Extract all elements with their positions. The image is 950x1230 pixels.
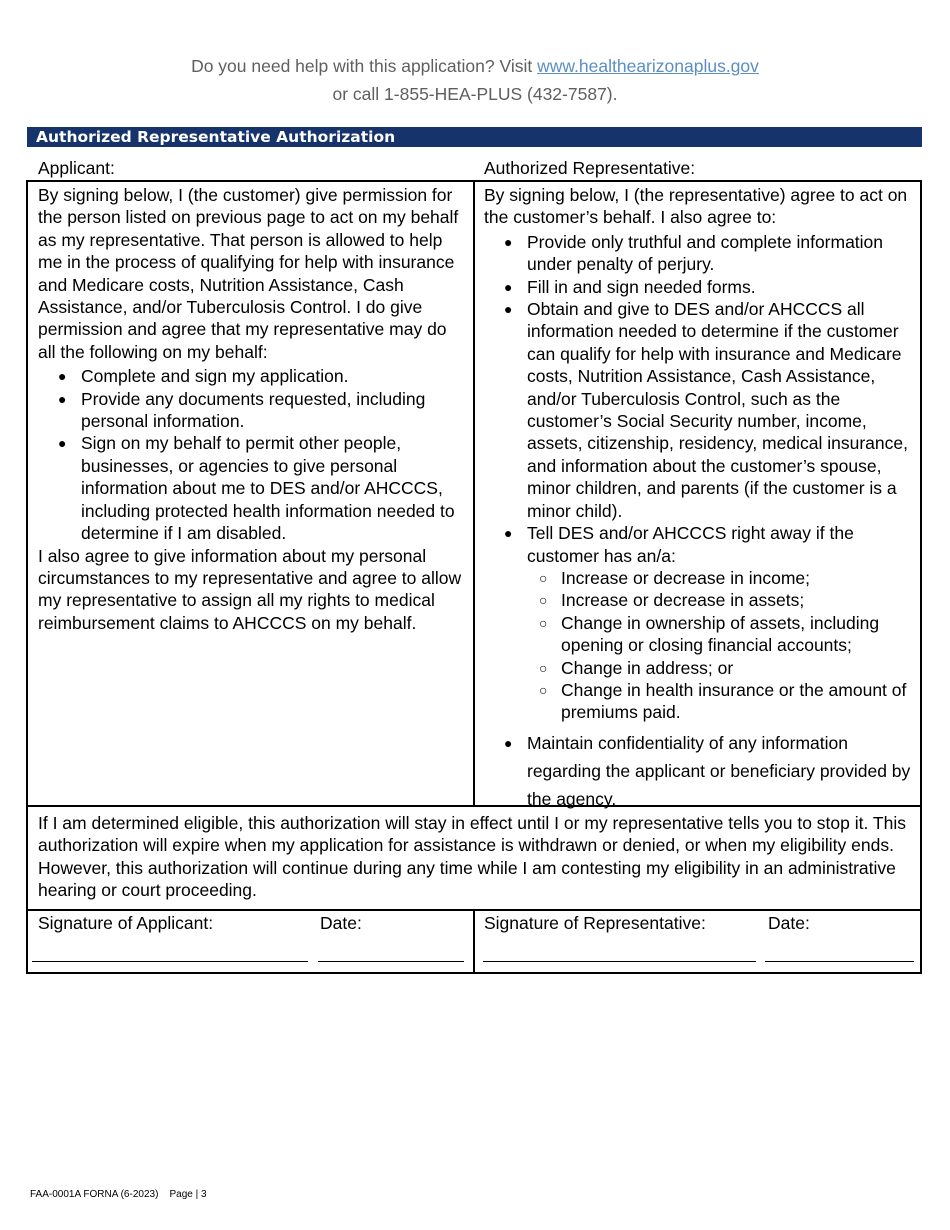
representative-intro: By signing below, I (the representative) agree to act on the customer’s behalf. I also agree to: bbox=[484, 185, 908, 228]
list-item: ● Fill in and sign needed forms. bbox=[527, 276, 914, 298]
form-id: FAA-0001A FORNA (6-2023) Page | 3 bbox=[30, 1189, 207, 1200]
representative-heading: Authorized Representative: bbox=[484, 158, 696, 178]
list-item: ● Complete and sign my application. bbox=[81, 365, 468, 387]
representative-date-label: Date: bbox=[768, 913, 810, 933]
representative-bullets bbox=[484, 231, 914, 813]
applicant-statement bbox=[38, 184, 468, 634]
sub-list-item: ○ Change in address; or bbox=[561, 657, 914, 679]
sub-list-item: ○ Change in ownership of assets, including opening or closing financial accounts; bbox=[561, 612, 914, 657]
applicant-date-label: Date: bbox=[320, 913, 362, 933]
applicant-closing: I also agree to give information about my personal circumstances to my representative and agree to allow my representative to assign all my rights to medical reimbursement claims to AHCCCS on my behalf. bbox=[38, 545, 462, 633]
column-divider bbox=[473, 180, 475, 806]
change-sublist bbox=[527, 567, 914, 724]
list-item: ● Provide any documents requested, including personal information. bbox=[81, 388, 468, 433]
representative-statement bbox=[484, 184, 914, 813]
form-footer bbox=[30, 1189, 207, 1200]
list-item: ● Provide only truthful and complete information under penalty of perjury. bbox=[527, 231, 914, 276]
list-item: ● Obtain and give to DES and/or AHCCCS all information needed to determine if the customer can qualify for help with insurance and Medicare costs, Nutrition Assistance, Cash Assistance, and/or Tuberculosis Control, such as the customer’s Social Security number, income, assets, citizenship, residency, medical insurance, and information about the customer’s spouse, minor children, and parents (if the customer is a minor child). bbox=[527, 298, 914, 522]
help-banner bbox=[0, 52, 950, 108]
applicant-date-line[interactable] bbox=[318, 961, 464, 962]
sub-list-item: ○ Change in health insurance or the amount of premiums paid. bbox=[561, 679, 914, 724]
list-item-text: Tell DES and/or AHCCCS right away if the customer has an/a: bbox=[527, 523, 854, 566]
applicant-intro: By signing below, I (the customer) give permission for the person listed on previous page to act on my behalf as my representative. That person is allowed to help me in the process of qualifying for help with insurance and Medicare costs, Nutrition Assistance, Cash Assistance, and/or Tuberculosis Control. I do give permission and agree that my representative may do all the following on my behalf: bbox=[38, 185, 459, 362]
applicant-bullets bbox=[38, 365, 468, 544]
help-phone: or call 1-855-HEA-PLUS (432-7587). bbox=[332, 84, 618, 104]
list-item: ● Maintain confidentiality of any information regarding the applicant or beneficiary provided by the agency. bbox=[527, 729, 914, 813]
sub-list-item: ○ Increase or decrease in assets; bbox=[561, 589, 914, 611]
eligibility-statement: If I am determined eligible, this authorization will stay in effect until I or my representative tells you to stop it. This authorization will expire when my application for assistance is withdrawn or denied, or when my eligibility ends. However, this authorization will continue during any time while I am contesting my eligibility in an administrative hearing or court proceeding. bbox=[38, 813, 906, 901]
representative-date-line[interactable] bbox=[765, 961, 914, 962]
help-text: Do you need help with this application? Visit bbox=[191, 56, 533, 76]
list-item bbox=[527, 522, 914, 724]
applicant-signature-label: Signature of Applicant: bbox=[38, 913, 214, 933]
representative-signature-line[interactable] bbox=[483, 961, 756, 962]
list-item: ● Sign on my behalf to permit other people, businesses, or agencies to give personal information about me to DES and/or AHCCCS, including protected health information needed to determine if I am disabled. bbox=[81, 432, 468, 544]
section-title: Authorized Representative Authorization bbox=[27, 127, 922, 147]
website-link[interactable]: www.healthearizonaplus.gov bbox=[537, 56, 759, 76]
representative-signature-label: Signature of Representative: bbox=[484, 913, 706, 933]
sub-list-item: ○ Increase or decrease in income; bbox=[561, 567, 914, 589]
applicant-heading: Applicant: bbox=[38, 158, 115, 178]
column-divider bbox=[473, 909, 475, 974]
applicant-signature-line[interactable] bbox=[32, 961, 308, 962]
